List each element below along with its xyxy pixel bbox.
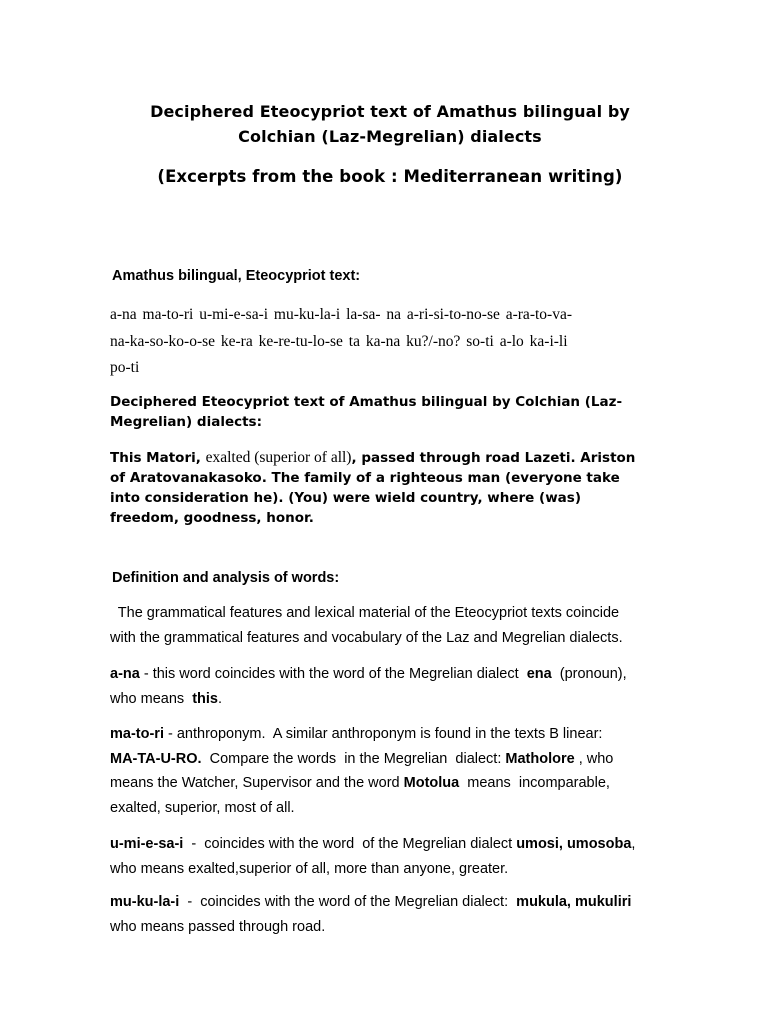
entry-a-na-line-1: a-na - this word coincides with the word of the Megrelian dialect ena (pronoun), [110, 666, 627, 682]
document-subtitle: (Excerpts from the book : Mediterranean writing) [157, 167, 623, 186]
eteocypriot-line-2: na-ka-so-ko-o-se ke-ra ke-re-tu-lo-se ta ka-na ku?/-no? so-ti a-lo ka-i-li [110, 332, 568, 350]
document-title-line-1: Deciphered Eteocypriot text of Amathus bilingual by [150, 102, 630, 121]
translation-line-4: freedom, goodness, honor. [110, 510, 314, 526]
eteocypriot-line-1: a-na ma-to-ri u-mi-e-sa-i mu-ku-la-i la-sa- na a-ri-si-to-no-se a-ra-to-va- [110, 306, 572, 323]
definition-label: Definition and analysis of words: [112, 570, 340, 586]
entry-a-na [110, 662, 710, 711]
definition-intro-line-2: with the grammatical features and vocabulary of the Laz and Megrelian dialects. [110, 629, 623, 646]
entry-ma-to-ri-line-1: ma-to-ri - anthroponym. A similar anthroponym is found in the texts B linear: [110, 726, 603, 742]
translation-line-1: This Matori, exalted (superior of all), passed through road Lazeti. Ariston [110, 449, 636, 466]
eteocypriot-text [110, 302, 700, 382]
entry-u-mi-e-sa-i [110, 832, 710, 881]
translation-line-2: of Aratovanakasoko. The family of a righteous man (everyone take [110, 470, 620, 486]
deciphered-heading-line-2: Megrelian) dialects: [110, 414, 262, 430]
entry-u-mi-e-sa-i-line-1: u-mi-e-sa-i - coincides with the word of the Megrelian dialect umosi, umosoba, [110, 836, 636, 852]
entry-mu-ku-la-i-line-2: who means passed through road. [110, 918, 326, 935]
entry-ma-to-ri [110, 722, 710, 820]
entry-mu-ku-la-i [110, 890, 710, 939]
entry-a-na-line-2: who means this. [110, 690, 223, 707]
entry-u-mi-e-sa-i-line-2: who means exalted,superior of all, more than anyone, greater. [110, 860, 509, 877]
deciphered-heading-line-1: Deciphered Eteocypriot text of Amathus bilingual by Colchian (Laz- [110, 394, 623, 410]
deciphered-translation [110, 448, 710, 528]
entry-mu-ku-la-i-line-1: mu-ku-la-i - coincides with the word of the Megrelian dialect: mukula, mukuliri [110, 894, 632, 910]
deciphered-heading [110, 392, 710, 432]
entry-ma-to-ri-line-4: exalted, superior, most of all. [110, 799, 295, 816]
definition-intro-line-1: The grammatical features and lexical material of the Eteocypriot texts coincide [110, 605, 620, 621]
entry-ma-to-ri-line-2: MA-TA-U-RO. Compare the words in the Megrelian dialect: Matholore , who [110, 750, 614, 767]
definition-intro [110, 601, 710, 650]
document-title-line-2: Colchian (Laz-Megrelian) dialects [238, 127, 542, 146]
eteocypriot-text-label: Amathus bilingual, Eteocypriot text: [112, 268, 361, 284]
eteocypriot-line-3: po-ti [110, 359, 140, 376]
translation-line-3: into consideration he). (You) were wield country, where (was) [110, 490, 581, 506]
entry-ma-to-ri-line-3: means the Watcher, Supervisor and the word Motolua means incomparable, [110, 775, 610, 791]
